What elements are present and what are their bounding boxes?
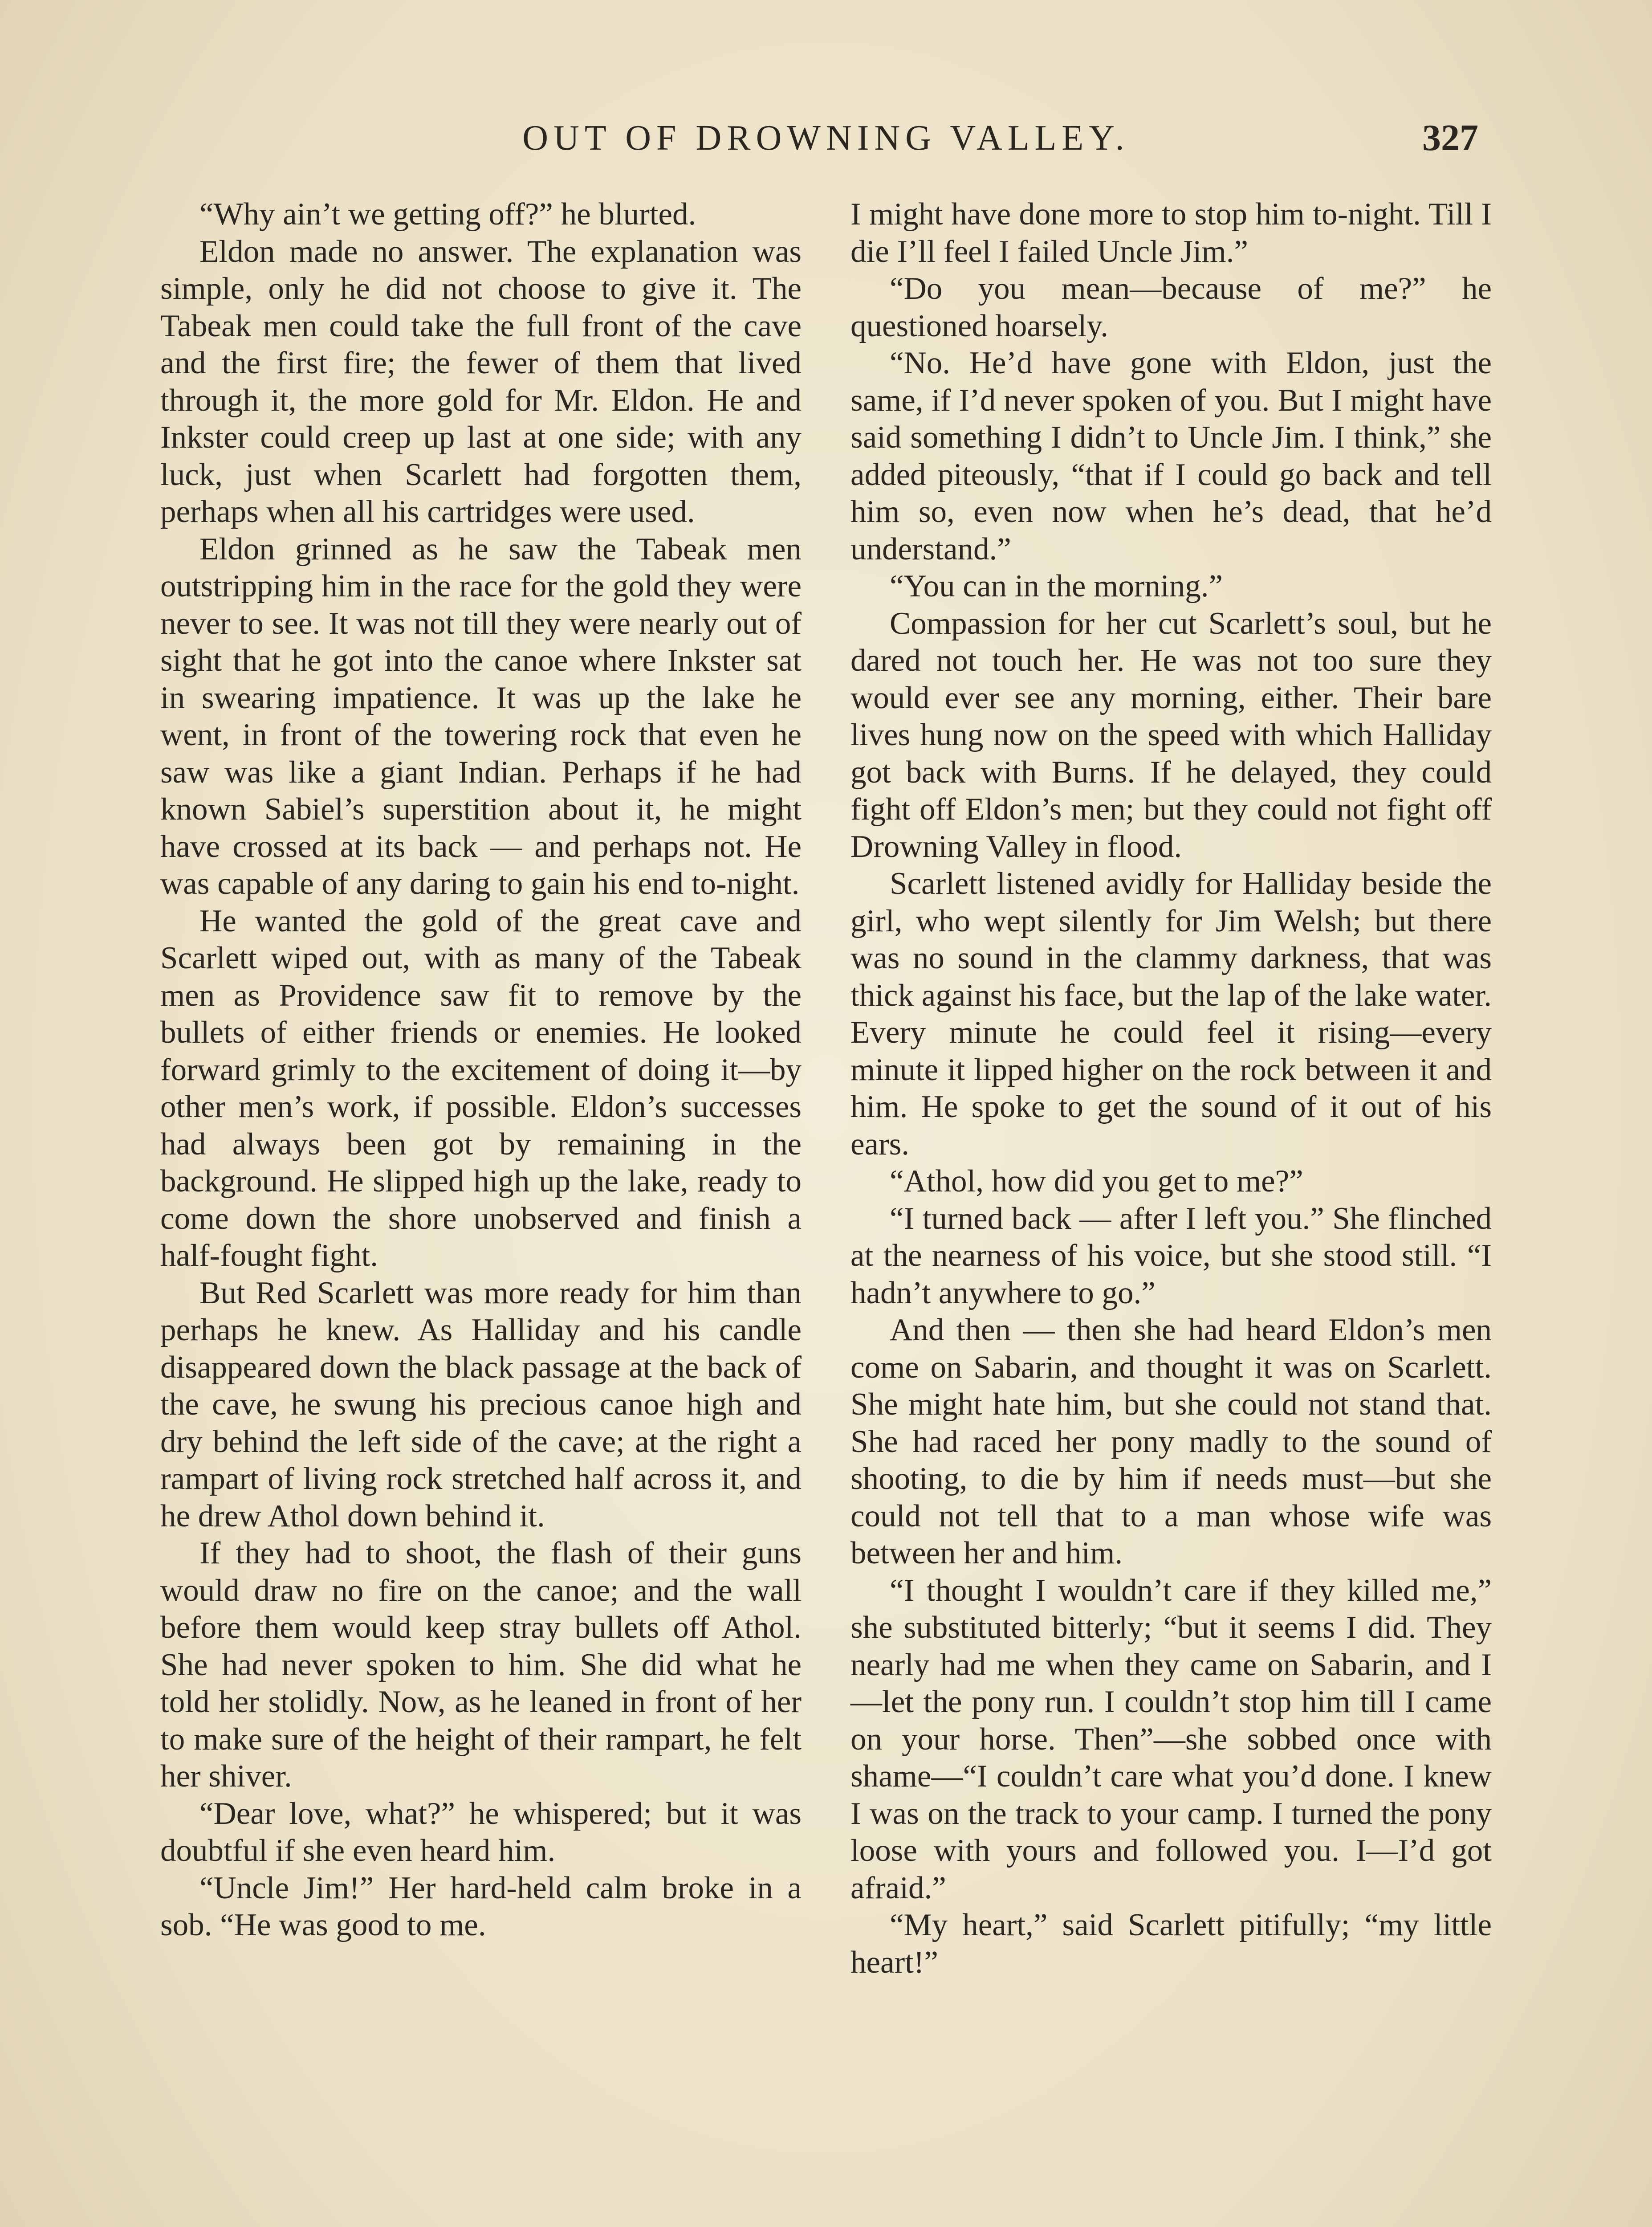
left-column: [160, 196, 802, 2227]
paragraph: “Do you mean—because of me?” he questioned hoarsely.: [850, 271, 1492, 343]
paragraph: But Red Scarlett was more ready for him than perhaps he knew. As Halliday and his candle disappeared down the black passage at the back of the cave, he swung his precious canoe high and dry behind the left side of the cave; at the right a rampart of living rock stretched half across it, and he drew Athol down behind it.: [160, 1275, 802, 1534]
page-number: 327: [1422, 117, 1478, 159]
paragraph-continuation: I might have done more to stop him to-night. Till I die I’ll feel I failed Uncle Jim.”: [850, 197, 1492, 269]
paragraph: Eldon made no answer. The explanation was simple, only he did not choose to give it. The Tabeak men could take the full front of the cave and the first fire; the fewer of them that lived through it, the more gold for Mr. Eldon. He and Inkster could creep up last at one side; with any luck, just when Scarlett had forgotten them, perhaps when all his cartridges were used.: [160, 234, 802, 529]
page-header: [160, 114, 1492, 163]
running-title: OUT OF DROWNING VALLEY.: [522, 118, 1130, 158]
paragraph: He wanted the gold of the great cave and Scarlett wiped out, with as many of the Tabeak men as Providence saw fit to remove by the bullets of either friends or enemies. He looked forward grimly to the excitement of doing it—by other men’s work, if possible. Eldon’s successes had always been got by remaining in the background. He slipped high up the lake, ready to come down the shore unobserved and finish a half-fought fight.: [160, 903, 802, 1273]
paragraph: “You can in the morning.”: [890, 569, 1223, 604]
text-columns: [160, 196, 1492, 2227]
paragraph: Scarlett listened avidly for Halliday beside the girl, who wept silently for Jim Welsh; but there was no sound in the clammy darkness, that was thick against his face, but the lap of the lake water. Every minute he could feel it rising—every minute it lipped higher on the rock between it and him. He spoke to get the sound of it out of his ears.: [850, 866, 1492, 1162]
paragraph: “My heart,” said Scarlett pitifully; “my little heart!”: [850, 1908, 1492, 1980]
paragraph: “I turned back — after I left you.” She flinched at the nearness of his voice, but she stood still. “I hadn’t anywhere to go.”: [850, 1201, 1492, 1310]
paragraph: “Dear love, what?” he whispered; but it was doubtful if she even heard him.: [160, 1796, 802, 1868]
paragraph: If they had to shoot, the flash of their guns would draw no fire on the canoe; and the wall before them would keep stray bullets off Athol. She had never spoken to him. She did what he told her stolidly. Now, as he leaned in front of her to make sure of the height of their rampart, he felt her shiver.: [160, 1536, 802, 1794]
paragraph: And then — then she had heard Eldon’s men come on Sabarin, and thought it was on Scarlett. She might hate him, but she could not stand that. She had raced her pony madly to the sound of shooting, to die by him if needs must—but she could not tell that to a man whose wife was between her and him.: [850, 1313, 1492, 1570]
paragraph: Eldon grinned as he saw the Tabeak men outstripping him in the race for the gold they were never to see. It was not till they were nearly out of sight that he got into the canoe where Inkster sat in swearing impatience. It was up the lake he went, in front of the towering rock that even he saw was like a giant Indian. Perhaps if he had known Sabiel’s superstition about it, he might have crossed at its back — and perhaps not. He was capable of any daring to gain his end to-night.: [160, 531, 802, 901]
paragraph: “Why ain’t we getting off?” he blurted.: [199, 197, 696, 232]
right-column: [850, 196, 1492, 2227]
paragraph: “No. He’d have gone with Eldon, just the same, if I’d never spoken of you. But I might have said something I didn’t to Uncle Jim. I think,” she added piteously, “that if I could go back and tell him so, even now when he’s dead, that he’d understand.”: [850, 346, 1492, 567]
paragraph: “I thought I wouldn’t care if they killed me,” she substituted bitterly; “but it seems I did. They nearly had me when they came on Sabarin, and I—let the pony run. I couldn’t stop him till I came on your horse. Then”—she sobbed once with shame—“I couldn’t care what you’d done. I knew I was on the track to your camp. I turned the pony loose with yours and followed you. I—I’d got afraid.”: [850, 1573, 1492, 1905]
paragraph: “Uncle Jim!” Her hard-held calm broke in a sob. “He was good to me.: [160, 1870, 802, 1942]
paragraph: “Athol, how did you get to me?”: [890, 1164, 1303, 1199]
paragraph: Compassion for her cut Scarlett’s soul, but he dared not touch her. He was not too sure they would ever see any morning, either. Their bare lives hung now on the speed with which Halliday got back with Burns. If he delayed, they could fight off Eldon’s men; but they could not fight off Drowning Valley in flood.: [850, 606, 1492, 864]
